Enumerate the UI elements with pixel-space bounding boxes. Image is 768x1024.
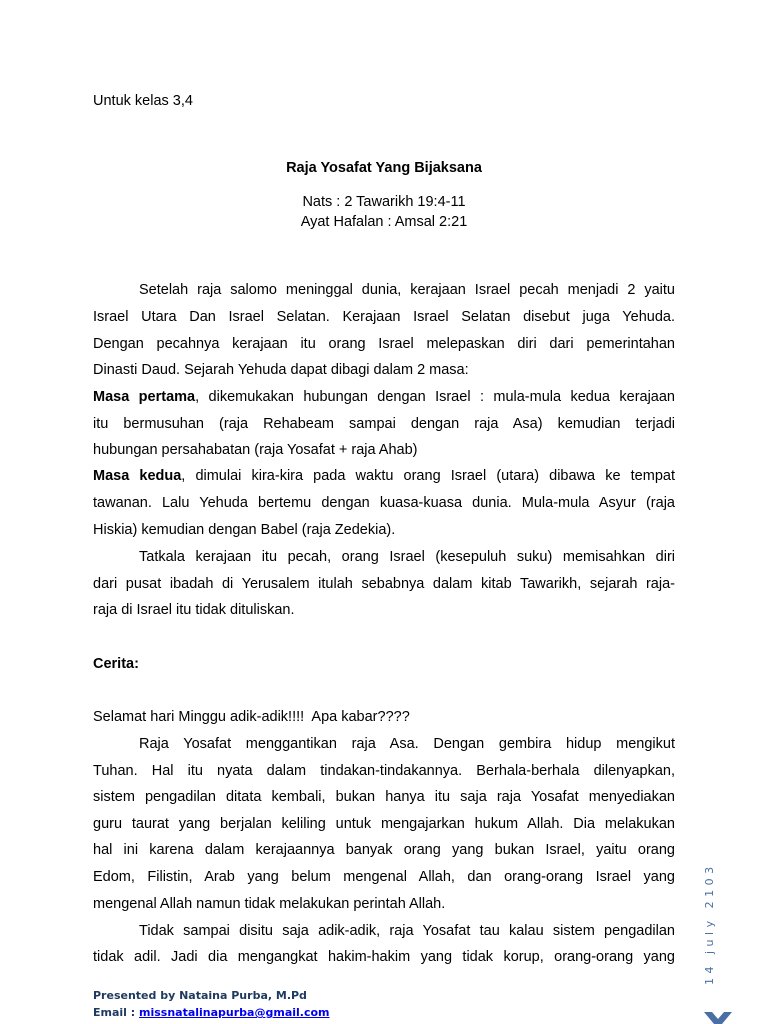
masa-kedua-text: , dimulai kira-kira pada waktu orang Israel (utara) dibawa ke tempat [181, 468, 675, 484]
story-line: hal ini karena dalam kerajaannya banyak orang yang bukan Israel, yaitu orang [93, 842, 675, 858]
presenter-credit: Presented by Nataina Purba, M.Pd [93, 989, 307, 1002]
masa-pertama-line [93, 388, 675, 406]
corner-decoration-icon [704, 1010, 740, 1024]
masa-pertama-text: , dikemukakan hubungan dengan Israel : mula-mula kedua kerajaan [195, 389, 675, 405]
masa-kedua-line: Hiskia) kemudian dengan Babel (raja Zedekia). [93, 522, 396, 538]
masa-kedua-line: tawanan. Lalu Yehuda bertemu dengan kuasa-kuasa dunia. Mula-mula Asyur (raja [93, 495, 675, 511]
story-line: sistem pengadilan ditata kembali, bukan hanya itu saja raja Yosafat menyediakan [93, 789, 675, 805]
nats-reference: Nats : 2 Tawarikh 19:4-11 [302, 194, 466, 210]
story-line: guru taurat yang berjalan keliling untuk mengajarkan hukum Allah. Dia melakukan [93, 816, 675, 832]
story-line: Edom, Filistin, Arab yang belum mengenal Allah, dan orang-orang Israel yang [93, 869, 675, 885]
intro-line: Dinasti Daud. Sejarah Yehuda dapat dibagi dalam 2 masa: [93, 362, 469, 378]
audience-line: Untuk kelas 3,4 [93, 93, 193, 109]
side-date: 14 july 2103 [703, 862, 716, 985]
story-line: mengenal Allah namun tidak melakukan perintah Allah. [93, 896, 446, 912]
masa-kedua-label: Masa kedua [93, 468, 182, 484]
greeting-line: Selamat hari Minggu adik-adik!!!! Apa kabar???? [93, 709, 410, 725]
story-line: tidak adil. Jadi dia mengangkat hakim-hakim yang tidak korup, orang-orang yang [93, 949, 675, 965]
intro-line: Setelah raja salomo meninggal dunia, kerajaan Israel pecah menjadi 2 yaitu [139, 282, 675, 298]
intro-line: Dengan pecahnya kerajaan itu orang Israel melepaskan diri dari pemerintahan [93, 336, 675, 352]
story-line: Tuhan. Hal itu nyata dalam tindakan-tindakannya. Berhala-berhala dilenyapkan, [93, 763, 675, 779]
masa-pertama-label: Masa pertama [93, 389, 196, 405]
email-link[interactable]: missnatalinapurba@gmail.com [139, 1006, 330, 1019]
masa-kedua-line [93, 467, 675, 485]
story-line: Tidak sampai disitu saja adik-adik, raja Yosafat tau kalau sistem pengadilan [139, 923, 675, 939]
email-label: Email : [93, 1006, 139, 1019]
email-line [93, 1006, 330, 1020]
story-line: Raja Yosafat menggantikan raja Asa. Dengan gembira hidup mengikut [139, 736, 675, 752]
masa-pertama-line: itu bermusuhan (raja Rehabeam sampai dengan raja Asa) kemudian terjadi [93, 416, 675, 432]
page-title: Raja Yosafat Yang Bijaksana [286, 160, 482, 176]
masa-pertama-line: hubungan persahabatan (raja Yosafat + raja Ahab) [93, 442, 418, 458]
tatkala-line: dari pusat ibadah di Yerusalem itulah sebabnya dalam kitab Tawarikh, sejarah raja- [93, 576, 675, 592]
intro-line: Israel Utara Dan Israel Selatan. Kerajaan Israel Selatan disebut juga Yehuda. [93, 309, 675, 325]
tatkala-line: Tatkala kerajaan itu pecah, orang Israel (kesepuluh suku) memisahkan diri [139, 549, 675, 565]
cerita-heading: Cerita: [93, 656, 139, 672]
tatkala-line: raja di Israel itu tidak dituliskan. [93, 602, 295, 618]
memory-verse-reference: Ayat Hafalan : Amsal 2:21 [300, 214, 468, 230]
